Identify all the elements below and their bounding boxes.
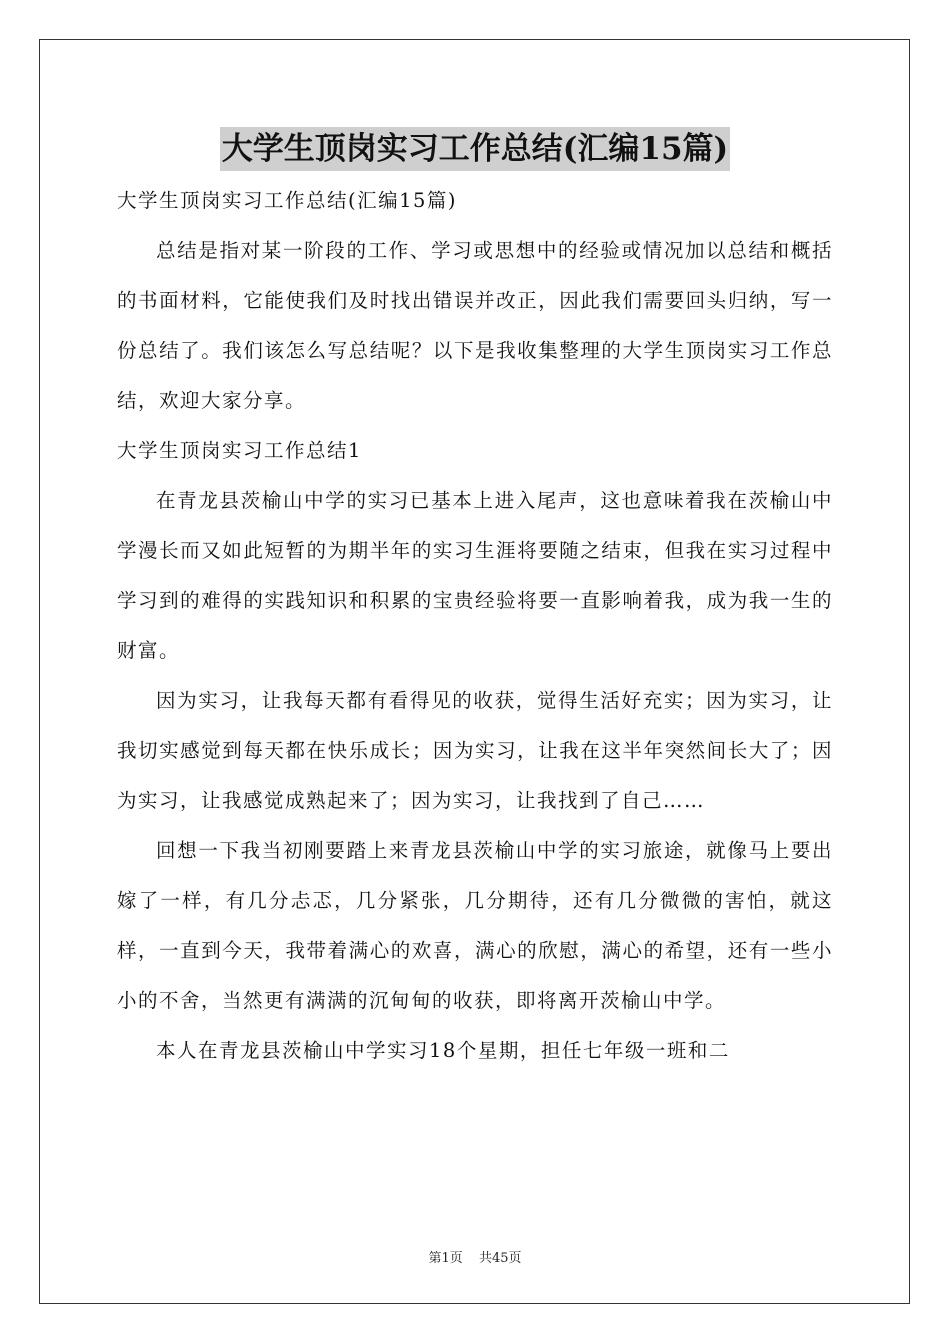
page-number: 第1页	[428, 1251, 463, 1266]
page-total: 共45页	[478, 1251, 522, 1266]
document-subtitle: 大学生顶岗实习工作总结(汇编15篇)	[117, 189, 458, 212]
body-paragraph-3: 回想一下我当初刚要踏上来青龙县茨榆山中学的实习旅途，就像马上要出嫁了一样，有几分忐忑，几分紧张，几分期待，还有几分微微的害怕，就这样，一直到今天，我带着满心的欢喜，满心的欣慰，满心的希望，还有一些小小的不舍，当然更有满满的沉甸甸的收获，即将离开茨榆山中学。	[117, 839, 833, 1012]
section-heading: 大学生顶岗实习工作总结1	[117, 439, 362, 462]
intro-paragraph: 总结是指对某一阶段的工作、学习或思想中的经验或情况加以总结和概括的书面材料，它能使我们及时找出错误并改正，因此我们需要回头归纳，写一份总结了。我们该怎么写总结呢？以下是我收集整理的大学生顶岗实习工作总结，欢迎大家分享。	[117, 239, 833, 412]
document-title-text: 大学生顶岗实习工作总结(汇编15篇)	[220, 127, 730, 171]
body-paragraph-4: 本人在青龙县茨榆山中学实习18个星期，担任七年级一班和二	[156, 1039, 730, 1062]
document-title	[117, 120, 833, 176]
page-footer	[0, 1247, 950, 1266]
body-paragraph-2: 因为实习，让我每天都有看得见的收获，觉得生活好充实；因为实习，让我切实感觉到每天都在快乐成长；因为实习，让我在这半年突然间长大了；因为实习，让我感觉成熟起来了；因为实习，让我找到了自己……	[117, 689, 833, 812]
body-paragraph-1: 在青龙县茨榆山中学的实习已基本上进入尾声，这也意味着我在茨榆山中学漫长而又如此短暂的为期半年的实习生涯将要随之结束，但我在实习过程中学习到的难得的实践知识和积累的宝贵经验将要一直影响着我，成为我一生的财富。	[117, 489, 833, 662]
document-body	[117, 120, 833, 1076]
